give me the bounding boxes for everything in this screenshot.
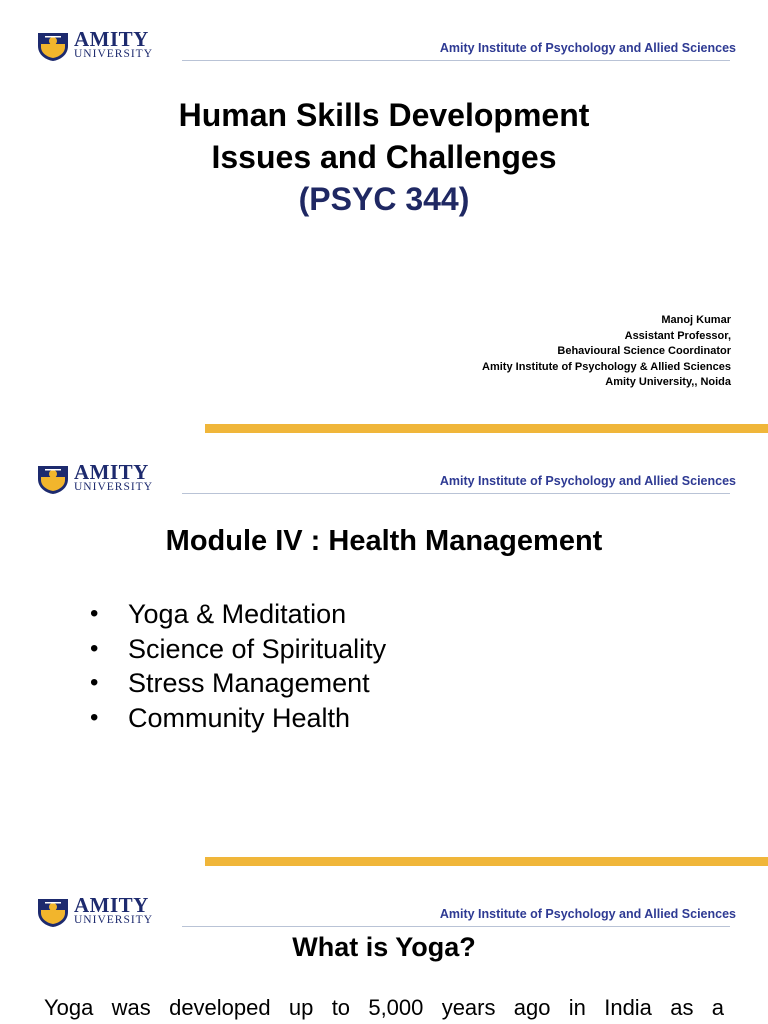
author-name: Manoj Kumar: [661, 314, 731, 326]
slide-header: [0, 433, 768, 503]
bullet-icon: •: [90, 669, 99, 697]
amity-logo: [36, 893, 168, 928]
slide-module: [0, 433, 768, 866]
topic-list: [88, 597, 386, 735]
footer-accent-bar: [205, 424, 768, 433]
slide-yoga: [0, 866, 768, 1024]
header-divider: [182, 60, 730, 61]
list-item-label: Community Health: [128, 702, 351, 733]
amity-emblem-icon: [36, 896, 70, 928]
course-title-line1: Human Skills Development: [178, 97, 590, 133]
slide-header: [0, 866, 768, 936]
amity-logo: [36, 460, 168, 495]
bullet-icon: •: [90, 634, 99, 662]
yoga-paragraph: Yoga was developed up to 5,000 years ago in India as a: [44, 995, 724, 1020]
author-role: Behavioural Science Coordinator: [557, 345, 731, 357]
list-item-label: Yoga & Meditation: [128, 599, 347, 629]
amity-logo: [36, 27, 168, 62]
course-code: (PSYC 344): [298, 181, 470, 217]
author-university: Amity University,, Noida: [605, 376, 731, 388]
module-title: Module IV : Health Management: [165, 525, 603, 557]
yoga-title: What is Yoga?: [292, 932, 476, 962]
course-title-line2: Issues and Challenges: [211, 139, 557, 175]
header-divider: [182, 493, 730, 494]
amity-emblem-icon: [36, 463, 70, 495]
author-position: Assistant Professor,: [624, 329, 731, 342]
list-item: [88, 701, 386, 736]
institute-name: Amity Institute of Psychology and Allied Sciences: [439, 474, 736, 488]
logo-wordmark: AMITY: [74, 27, 149, 51]
header-divider: [182, 926, 730, 927]
list-item: [88, 597, 386, 632]
bullet-icon: •: [90, 600, 99, 627]
title-block: [0, 94, 768, 220]
author-institute: Amity Institute of Psychology & Allied Sciences: [482, 360, 731, 373]
list-item: [88, 666, 386, 701]
institute-name: Amity Institute of Psychology and Allied Sciences: [439, 907, 736, 921]
logo-subtitle: UNIVERSITY: [74, 48, 153, 60]
logo-subtitle: UNIVERSITY: [74, 914, 153, 926]
author-block: [482, 313, 731, 391]
institute-name: Amity Institute of Psychology and Allied Sciences: [439, 41, 736, 55]
footer-accent-bar: [205, 857, 768, 866]
list-item-label: Stress Management: [128, 668, 370, 699]
list-item-label: Science of Spirituality: [128, 633, 387, 664]
logo-wordmark: AMITY: [74, 460, 149, 484]
amity-emblem-icon: [36, 30, 70, 62]
logo-wordmark: AMITY: [74, 893, 149, 917]
list-item: [88, 632, 386, 667]
logo-subtitle: UNIVERSITY: [74, 481, 153, 493]
bullet-icon: •: [90, 703, 99, 731]
slide-title: [0, 0, 768, 433]
slide-header: [0, 0, 768, 70]
